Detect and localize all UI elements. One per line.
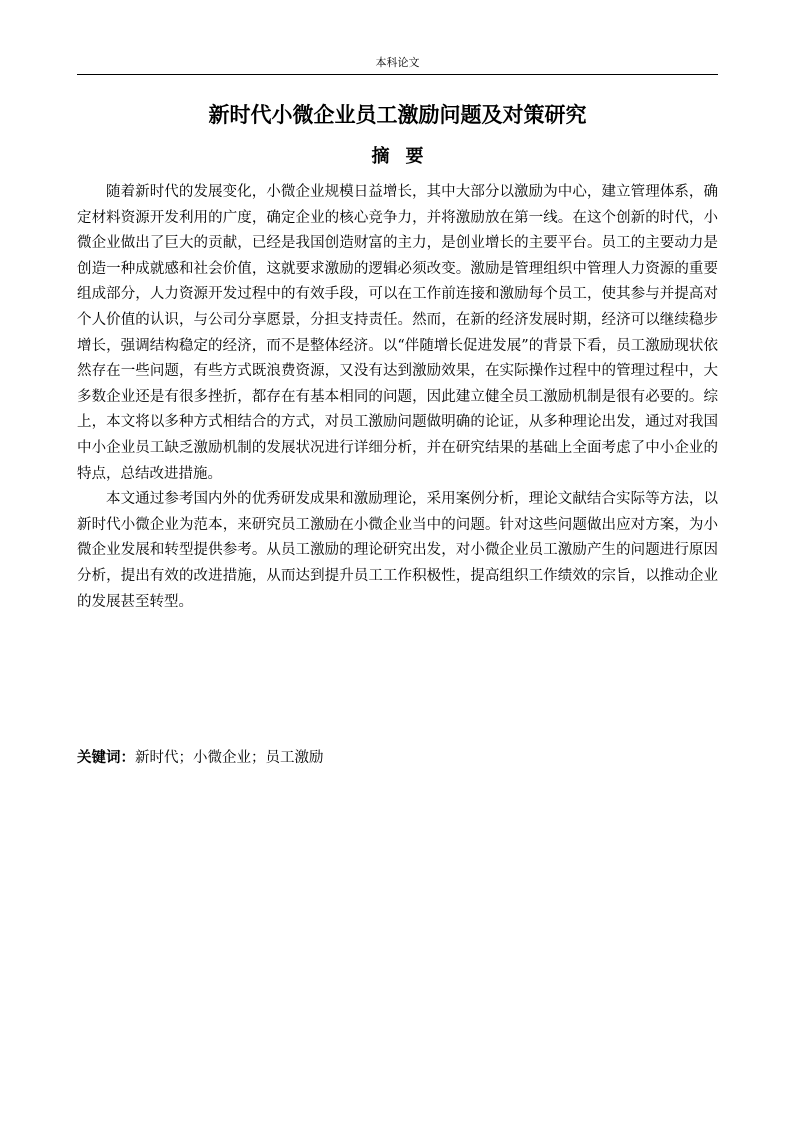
keywords-text: 新时代；小微企业；员工激励 bbox=[135, 750, 324, 766]
abstract-heading: 摘要 bbox=[371, 146, 440, 167]
keywords-line bbox=[77, 746, 718, 770]
running-title: 本科论文 bbox=[375, 56, 420, 69]
abstract-body bbox=[77, 180, 718, 615]
keywords-label: 关键词： bbox=[77, 750, 135, 766]
page-header bbox=[77, 56, 718, 75]
abstract-paragraph-1: 随着新时代的发展变化，小微企业规模日益增长，其中大部分以激励为中心，建立管理体系，确定材料资源开发利用的广度，确定企业的核心竞争力，并将激励放在第一线。在这个创新的时代，小微企业做出了巨大的贡献，已经是我国创造财富的主力，是创业增长的主要平台。员工的主要动力是创造一种成就感和社会价值，这就要求激励的逻辑必须改变。激励是管理组织中管理人力资源的重要组成部分，人力资源开发过程中的有效手段，可以在工作前连接和激励每个员工，使其参与并提高对个人价值的认识，与公司分享愿景，分担支持责任。然而，在新的经济发展时期，经济可以继续稳步增长，强调结构稳定的经济，而不是整体经济。以“伴随增长促进发展”的背景下看，员工激励现状依然存在一些问题，有些方式既浪费资源，又没有达到激励效果，在实际操作过程中的管理过程中，大多数企业还是有很多挫折，都存在有基本相同的问题，因此建立健全员工激励机制是很有必要的。综上，本文将以多种方式相结合的方式，对员工激励问题做明确的论证，从多种理论出发，通过对我国中小企业员工缺乏激励机制的发展状况进行详细分析，并在研究结果的基础上全面考虑了中小企业的特点，总结改进措施。 bbox=[77, 184, 718, 482]
abstract-paragraph-2: 本文通过参考国内外的优秀研发成果和激励理论，采用案例分析，理论文献结合实际等方法，以新时代小微企业为范本，来研究员工激励在小微企业当中的问题。针对这些问题做出应对方案，为小微企业发展和转型提供参考。从员工激励的理论研究出发，对小微企业员工激励产生的问题进行原因分析，提出有效的改进措施，从而达到提升员工工作积极性，提高组织工作绩效的宗旨，以推动企业的发展甚至转型。 bbox=[77, 491, 718, 610]
document-title: 新时代小微企业员工激励问题及对策研究 bbox=[208, 103, 587, 127]
